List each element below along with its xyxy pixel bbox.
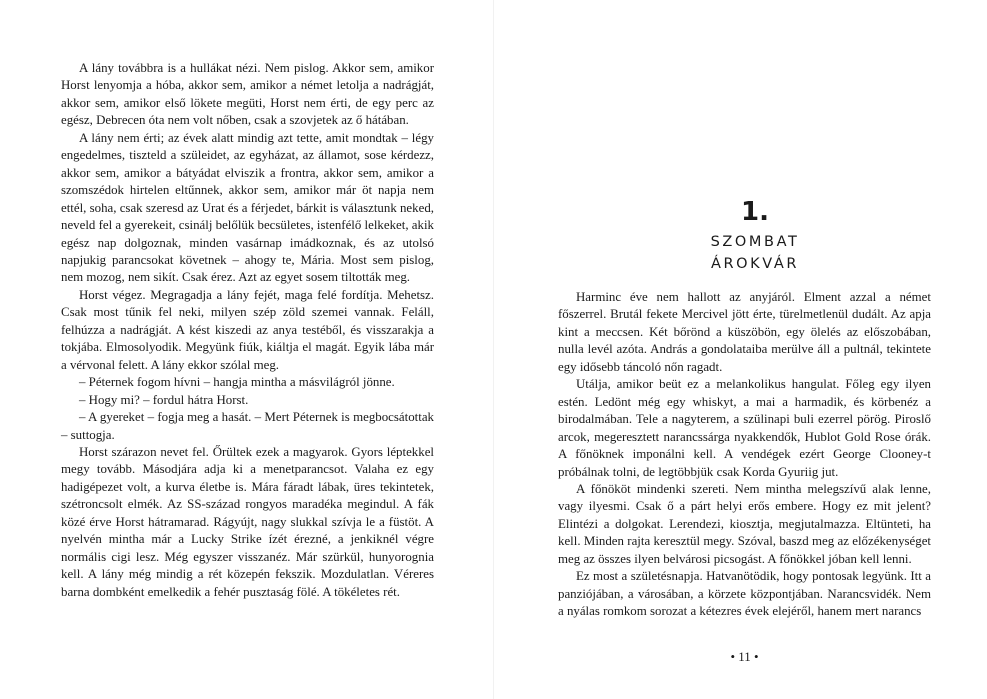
right-page-text — [558, 289, 931, 621]
right-page — [494, 0, 987, 699]
paragraph: Utálja, amikor beüt ez a melankolikus hangulat. Főleg egy ilyen estén. Ledönt még egy whiskyt, a mai a harmadik, és körbenéz a birodalmában. Tele a nagyterem, a szülinapi buli ezerrel pörög. Piroslő arcok, megeresztett narancssárga nyakkendők, Hublot Gold Rose órák. A főnöknek imponálni kell. A vendégek ezért George Clooney-t próbálnak tolni, de legtöbbjük csak Korda Gyuriig jut. — [558, 377, 931, 479]
dialogue-line: – Péternek fogom hívni – hangja mintha a másvilágról jönne. — [79, 375, 395, 390]
paragraph: Ez most a születésnapja. Hatvanötödik, hogy pontosak legyünk. Itt a panziójában, a városában, a körzete központjában. Narancsvidék. Nem a nyálas romkom sorozat a kétezres évek elejéről, hanem mert narancs — [558, 569, 931, 619]
page-number: • 11 • — [730, 649, 759, 664]
paragraph: Horst végez. Megragadja a lány fejét, maga felé fordítja. Mehetsz. Csak most tűnik fel neki, milyen szép zöld szemei vannak. Feláll, felhúzza a nadrágját. A kést kiszedi az anya testéből, és visszarakja a tokjába. Elmosolyodik. Megyünk fiúk, kiáltja el magát. Egyik lába már a vérvonal felett. A lány ekkor szólal meg. — [61, 287, 434, 372]
dialogue-line: – A gyereket – fogja meg a hasát. – Mert Péternek is megbocsátottak – suttogja. — [61, 410, 434, 442]
left-page — [0, 0, 493, 699]
paragraph: A főnököt mindenki szereti. Nem mintha melegszívű alak lenne, vagy ilyesmi. Csak ő a párt helyi erős embere. Hogy ez mit jelent? Elintézi a dolgokat. Lerendezi, kiosztja, megjutalmazza. Eltünteti, ha kell. Minden rajta keresztül megy. Szóval, baszd meg az előzékenységet meg az összes ilyen belvárosi picsogást. A főnökkel jóban kell lenni. — [558, 481, 931, 566]
paragraph: Harminc éve nem hallott az anyjáról. Elment azzal a német főszerrel. Brutál fekete Mercivel jött érte, türelmetlenül dudált. Az apja kint a meccsen. Két bőrönd a küszöbön, egy ölelés az előszobában, nulla levél azóta. András a gondolataiba merülve áll a pultnál, tekintete egy idősebb táncoló nőn ragadt. — [558, 290, 931, 374]
dialogue-line: – Hogy mi? – fordul hátra Horst. — [79, 392, 249, 407]
paragraph: A lány nem érti; az évek alatt mindig azt tette, amit mondtak – légy engedelmes, tiszteld a szüleidet, az egyházat, az államot, sose kérdezz, akkor sem, amikor a bátyádat elviszik a frontra, akkor sem, amikor a szomszédok hirtelen eltűnnek, akkor sem, amikor már öt napja nem ettél, soha, csak szeresd az Urat és a férjedet, bárkit is választunk neked, neveld fel a gyerekeit, csinálj belőlük becsületes, istenfélő lelkeket, akik egész nap dolgoznak, minden vasárnap imádkoznak, és az utolsó napjukig parancsokat követnek – ahogy te, Mária. Most sem pislog, nem mozog, nem sikít. Csak érez. Azt az egyet sosem tiltották meg. — [61, 130, 434, 285]
left-page-text — [61, 60, 434, 601]
paragraph: A lány továbbra is a hullákat nézi. Nem pislog. Akkor sem, amikor Horst lenyomja a hóba, akkor sem, amikor a német letolja a nadrágját, akkor sem, amikor első lökete megüti, Horst nem érti, de egy perc az egész, Debrecen óta nem volt nőben, csak a szovjetek az ő hátában. — [61, 61, 434, 128]
chapter-number: 1. — [741, 197, 769, 227]
paragraph: Horst szárazon nevet fel. Őrültek ezek a magyarok. Gyors léptekkel megy tovább. Másodjára adja ki a menetparancsot. Valaha ez egy hadigépezet volt, a kurva életbe is. Mára fáradt lábak, üres tekintetek, szétroncsolt elmék. Az SS-század rongyos maradéka megindul. A fák közé érve Horst hátramarad. Rágyújt, nagy slukkal szívja le a füstöt. A nyelvén mintha már a Lucky Strike ízét érezné, a jenkiknél végre normális cigi lesz. Még egyszer visszanéz. Már szürkül, hunyorognia kell. A lány még mindig a rét közepén fekszik. Mozdulatlan. Véreres barna dombként emelkedik a fehér pusztaság fölé. A tökéletes rét. — [61, 444, 434, 599]
chapter-title-line-2: ÁROKVÁR — [710, 256, 800, 272]
chapter-title-line-1: SZOMBAT — [710, 234, 800, 250]
